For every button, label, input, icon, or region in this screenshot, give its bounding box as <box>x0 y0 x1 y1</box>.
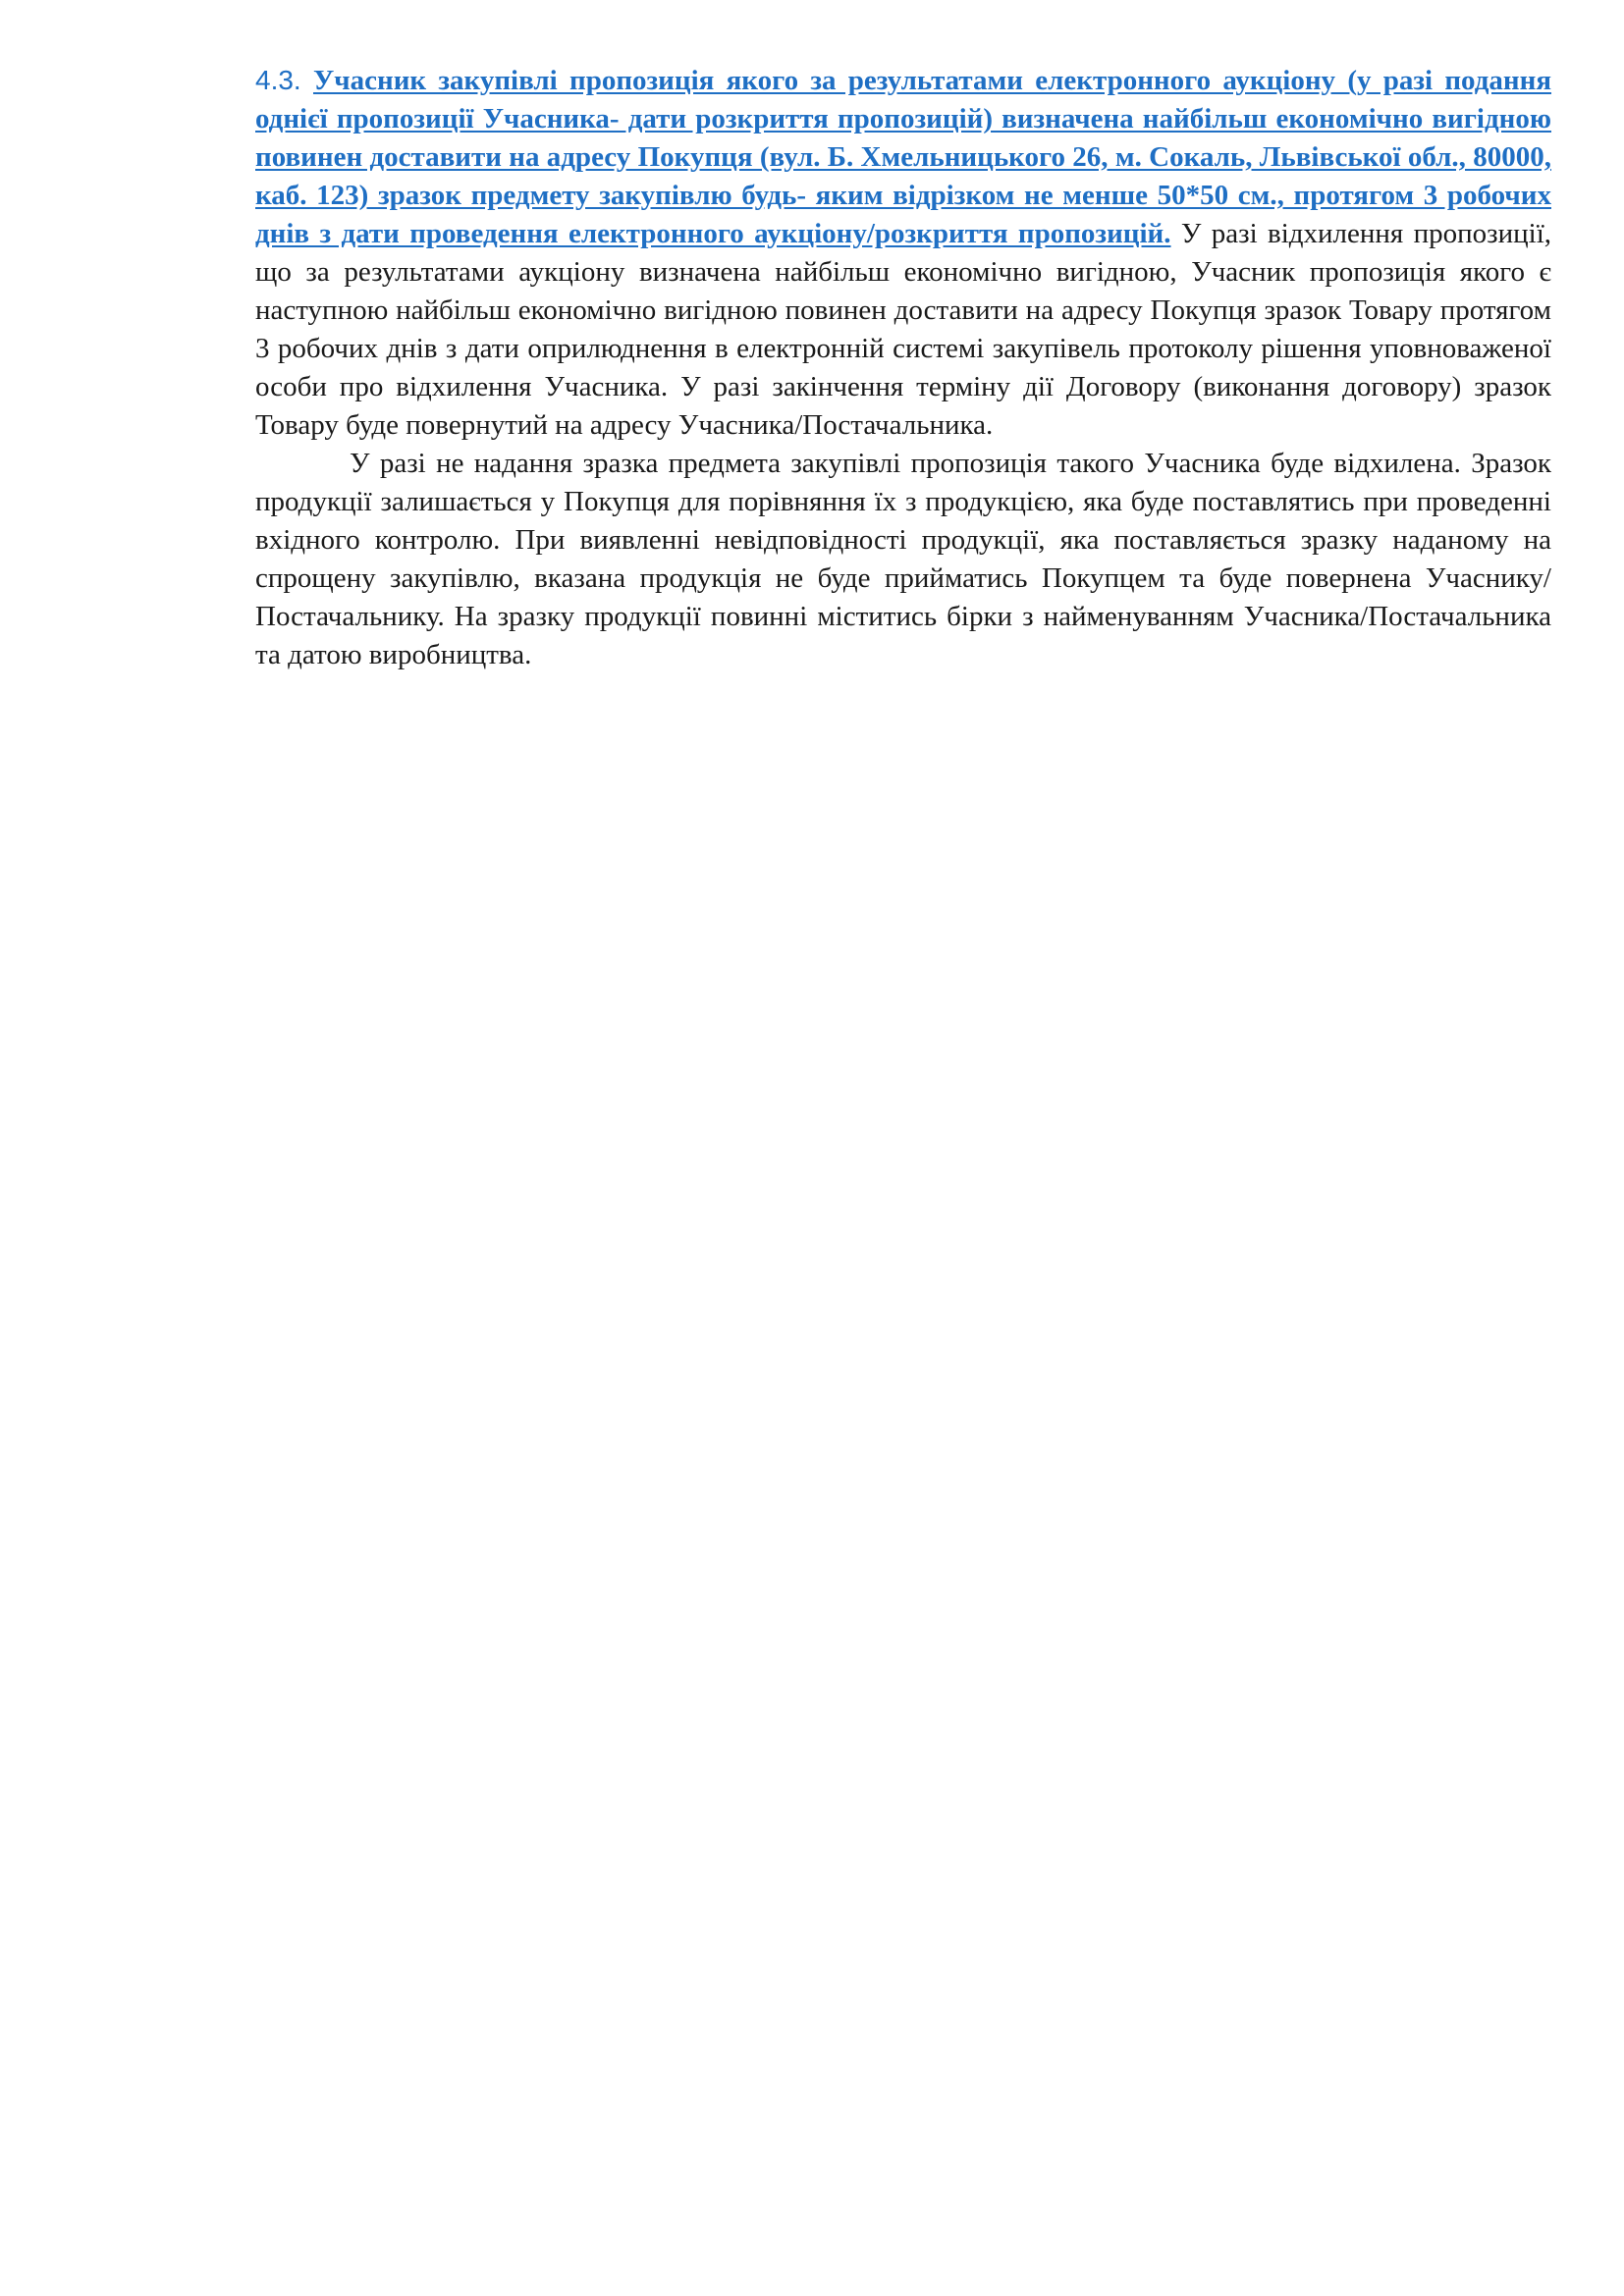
clause-number: 4.3. <box>255 65 301 95</box>
sample-rejection-paragraph: У разі не надання зразка предмета закупівлі пропозиція такого Учасника буде відхилена. Зразок продукції залишається у Покупця для порівняння їх з продукцією, яка буде поставлятись при проведенні вхідного контролю. При виявленні невідповідності продукції, яка поставляється зразку наданому на спрощену закупівлю, вказана продукція не буде прийматись Покупцем та буде повернена Учаснику/Постачальнику. На зразку продукції повинні міститись бірки з найменуванням Учасника/Постачальника та датою виробництва. <box>255 448 1551 670</box>
clause-continuation-text: У разі відхилення пропозиції, що за результатами аукціону визначена найбільш економічно вигідною, Учасник пропозиція якого є наступною найбільш економічно вигідною повинен доставити на адресу Покупця зразок Товару протягом 3 робочих днів з дати оприлюднення в електронній системі закупівель протоколу рішення уповноваженої особи про відхилення Учасника. У разі закінчення терміну дії Договору (виконання договору) зразок Товару буде повернутий на адресу Учасника/Постачальника. <box>255 218 1551 441</box>
clause-4-3-paragraph <box>255 61 1551 445</box>
clause-highlighted-text: Учасник закупівлі пропозиція якого за результатами електронного аукціону (у разі подання однієї пропозиції Учасника- дати розкриття пропозицій) визначена найбільш економічно вигідною повинен доставити на адресу Покупця (вул. Б. Хмельницького 26, м. Сокаль, Львівської обл., 80000, каб. 123) зразок предмету закупівлю будь- яким відрізком не менше 50*50 см., протягом 3 робочих днів з дати проведення електронного аукціону/розкриття пропозицій. <box>255 65 1552 249</box>
document-body <box>255 61 1551 674</box>
